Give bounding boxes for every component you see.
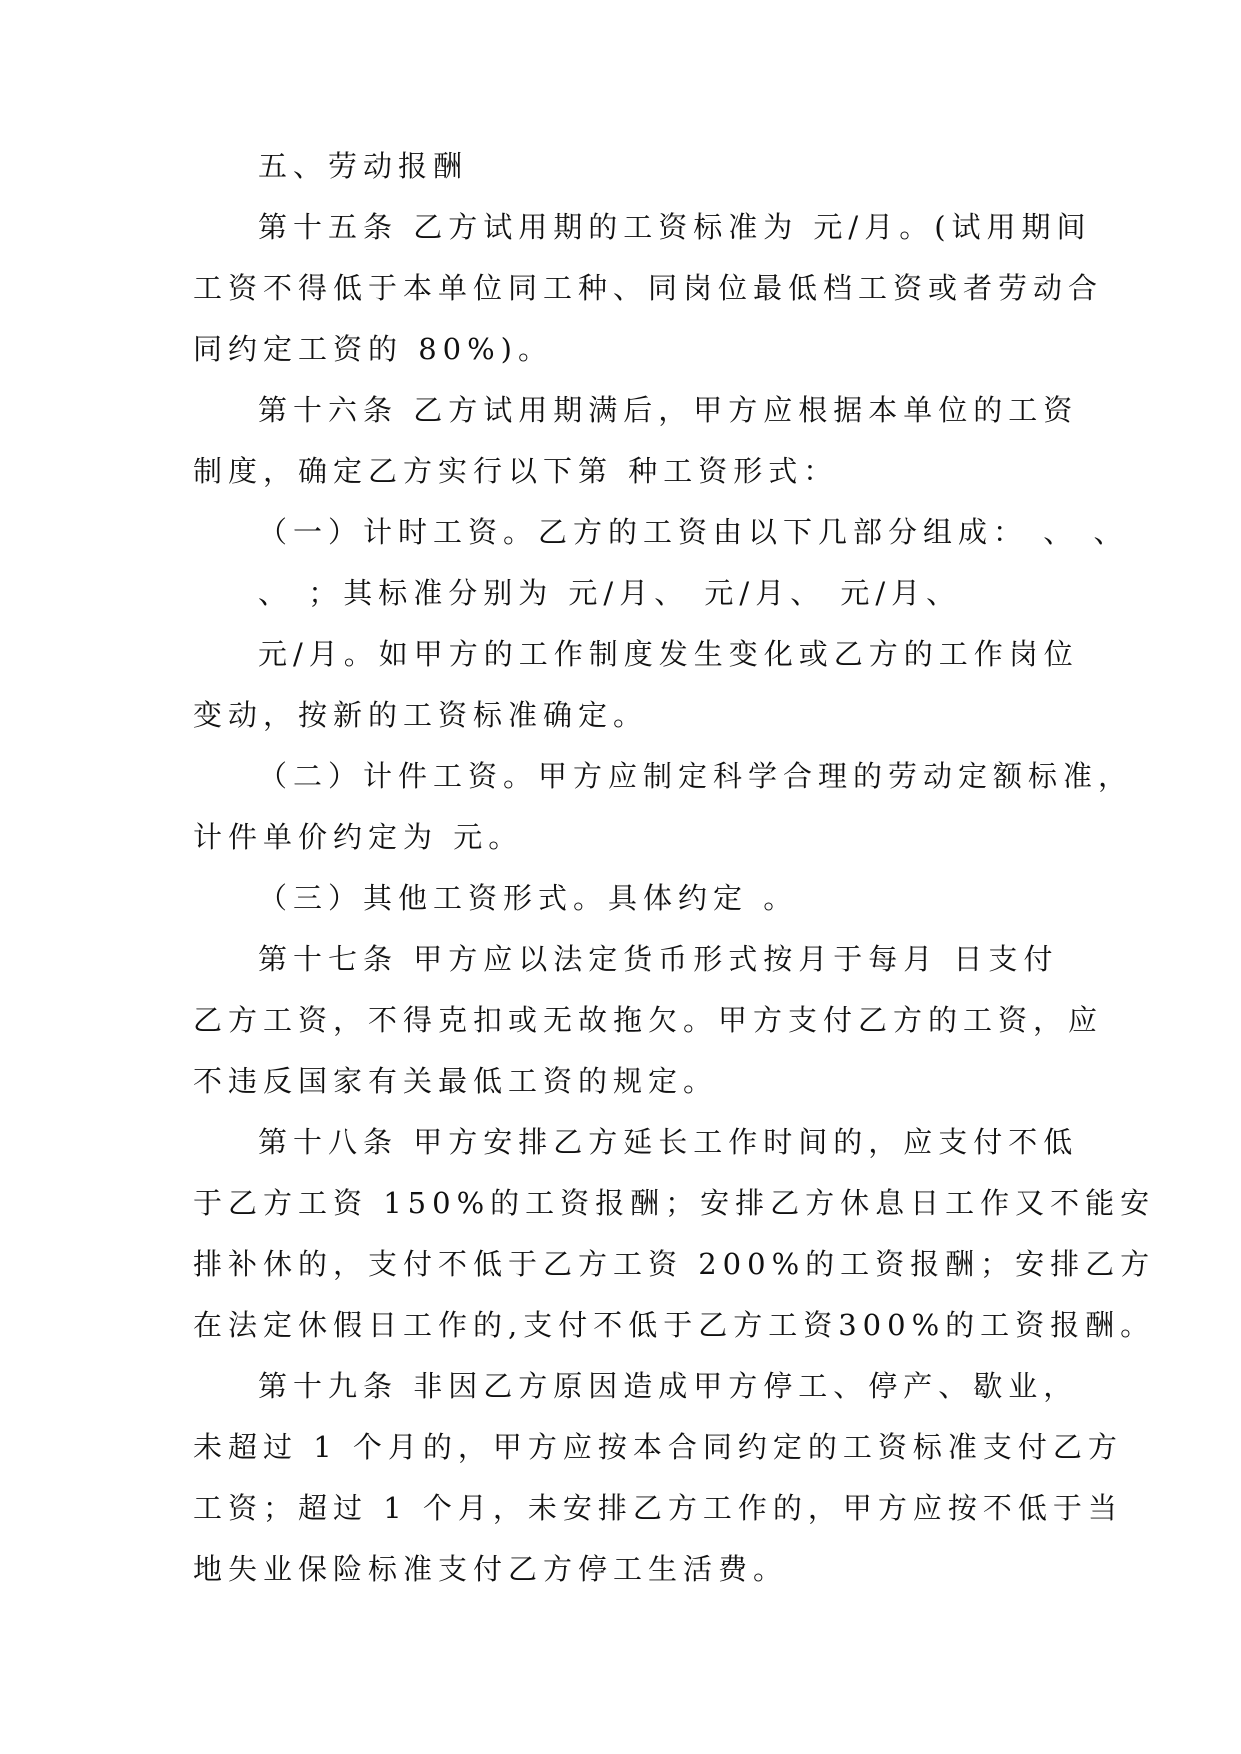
text-line: 变动，按新的工资标准确定。 [193, 698, 649, 732]
text-line: 第十六条 乙方试用期满后，甲方应根据本单位的工资 [258, 393, 1079, 427]
text-line: （三）其他工资形式。具体约定 。 [258, 881, 799, 915]
text-line: 同约定工资的 80%)。 [193, 332, 553, 366]
text-line: 计件单价约定为 元。 [193, 820, 524, 854]
text-line: 地失业保险标准支付乙方停工生活费。 [193, 1552, 789, 1586]
text-line: 乙方工资，不得克扣或无故拖欠。甲方支付乙方的工资，应 [193, 1003, 1104, 1037]
section-heading: 五、劳动报酬 [258, 149, 469, 183]
text-line: （二）计件工资。甲方应制定科学合理的劳动定额标准， [258, 759, 1134, 793]
text-line: 制度，确定乙方实行以下第 种工资形式： [193, 454, 839, 488]
text-line: 于乙方工资 150%的工资报酬；安排乙方休息日工作又不能安 [193, 1186, 1156, 1220]
text-line: 第十九条 非因乙方原因造成甲方停工、停产、歇业， [258, 1369, 1079, 1403]
text-line: 元/月。如甲方的工作制度发生变化或乙方的工作岗位 [258, 637, 1079, 671]
text-line: 第十七条 甲方应以法定货币形式按月于每月 日支付 [258, 942, 1059, 976]
text-line: 工资不得低于本单位同工种、同岗位最低档工资或者劳动合 [193, 271, 1104, 305]
text-line: （一）计时工资。乙方的工资由以下几部分组成： 、 、 [258, 515, 1129, 549]
text-line: 工资；超过 1 个月，未安排乙方工作的，甲方应按不低于当 [193, 1491, 1123, 1525]
text-line: 不违反国家有关最低工资的规定。 [193, 1064, 719, 1098]
text-line: 未超过 1 个月的，甲方应按本合同约定的工资标准支付乙方 [193, 1430, 1123, 1464]
text-line: 排补休的，支付不低于乙方工资 200%的工资报酬；安排乙方 [193, 1247, 1156, 1281]
text-line: 、 ；其标准分别为 元/月、 元/月、 元/月、 [258, 576, 962, 610]
text-line: 在法定休假日工作的,支付不低于乙方工资300%的工资报酬。 [193, 1308, 1156, 1342]
text-line: 第十八条 甲方安排乙方延长工作时间的，应支付不低 [258, 1125, 1079, 1159]
text-line: 第十五条 乙方试用期的工资标准为 元/月。(试用期间 [258, 210, 1092, 244]
